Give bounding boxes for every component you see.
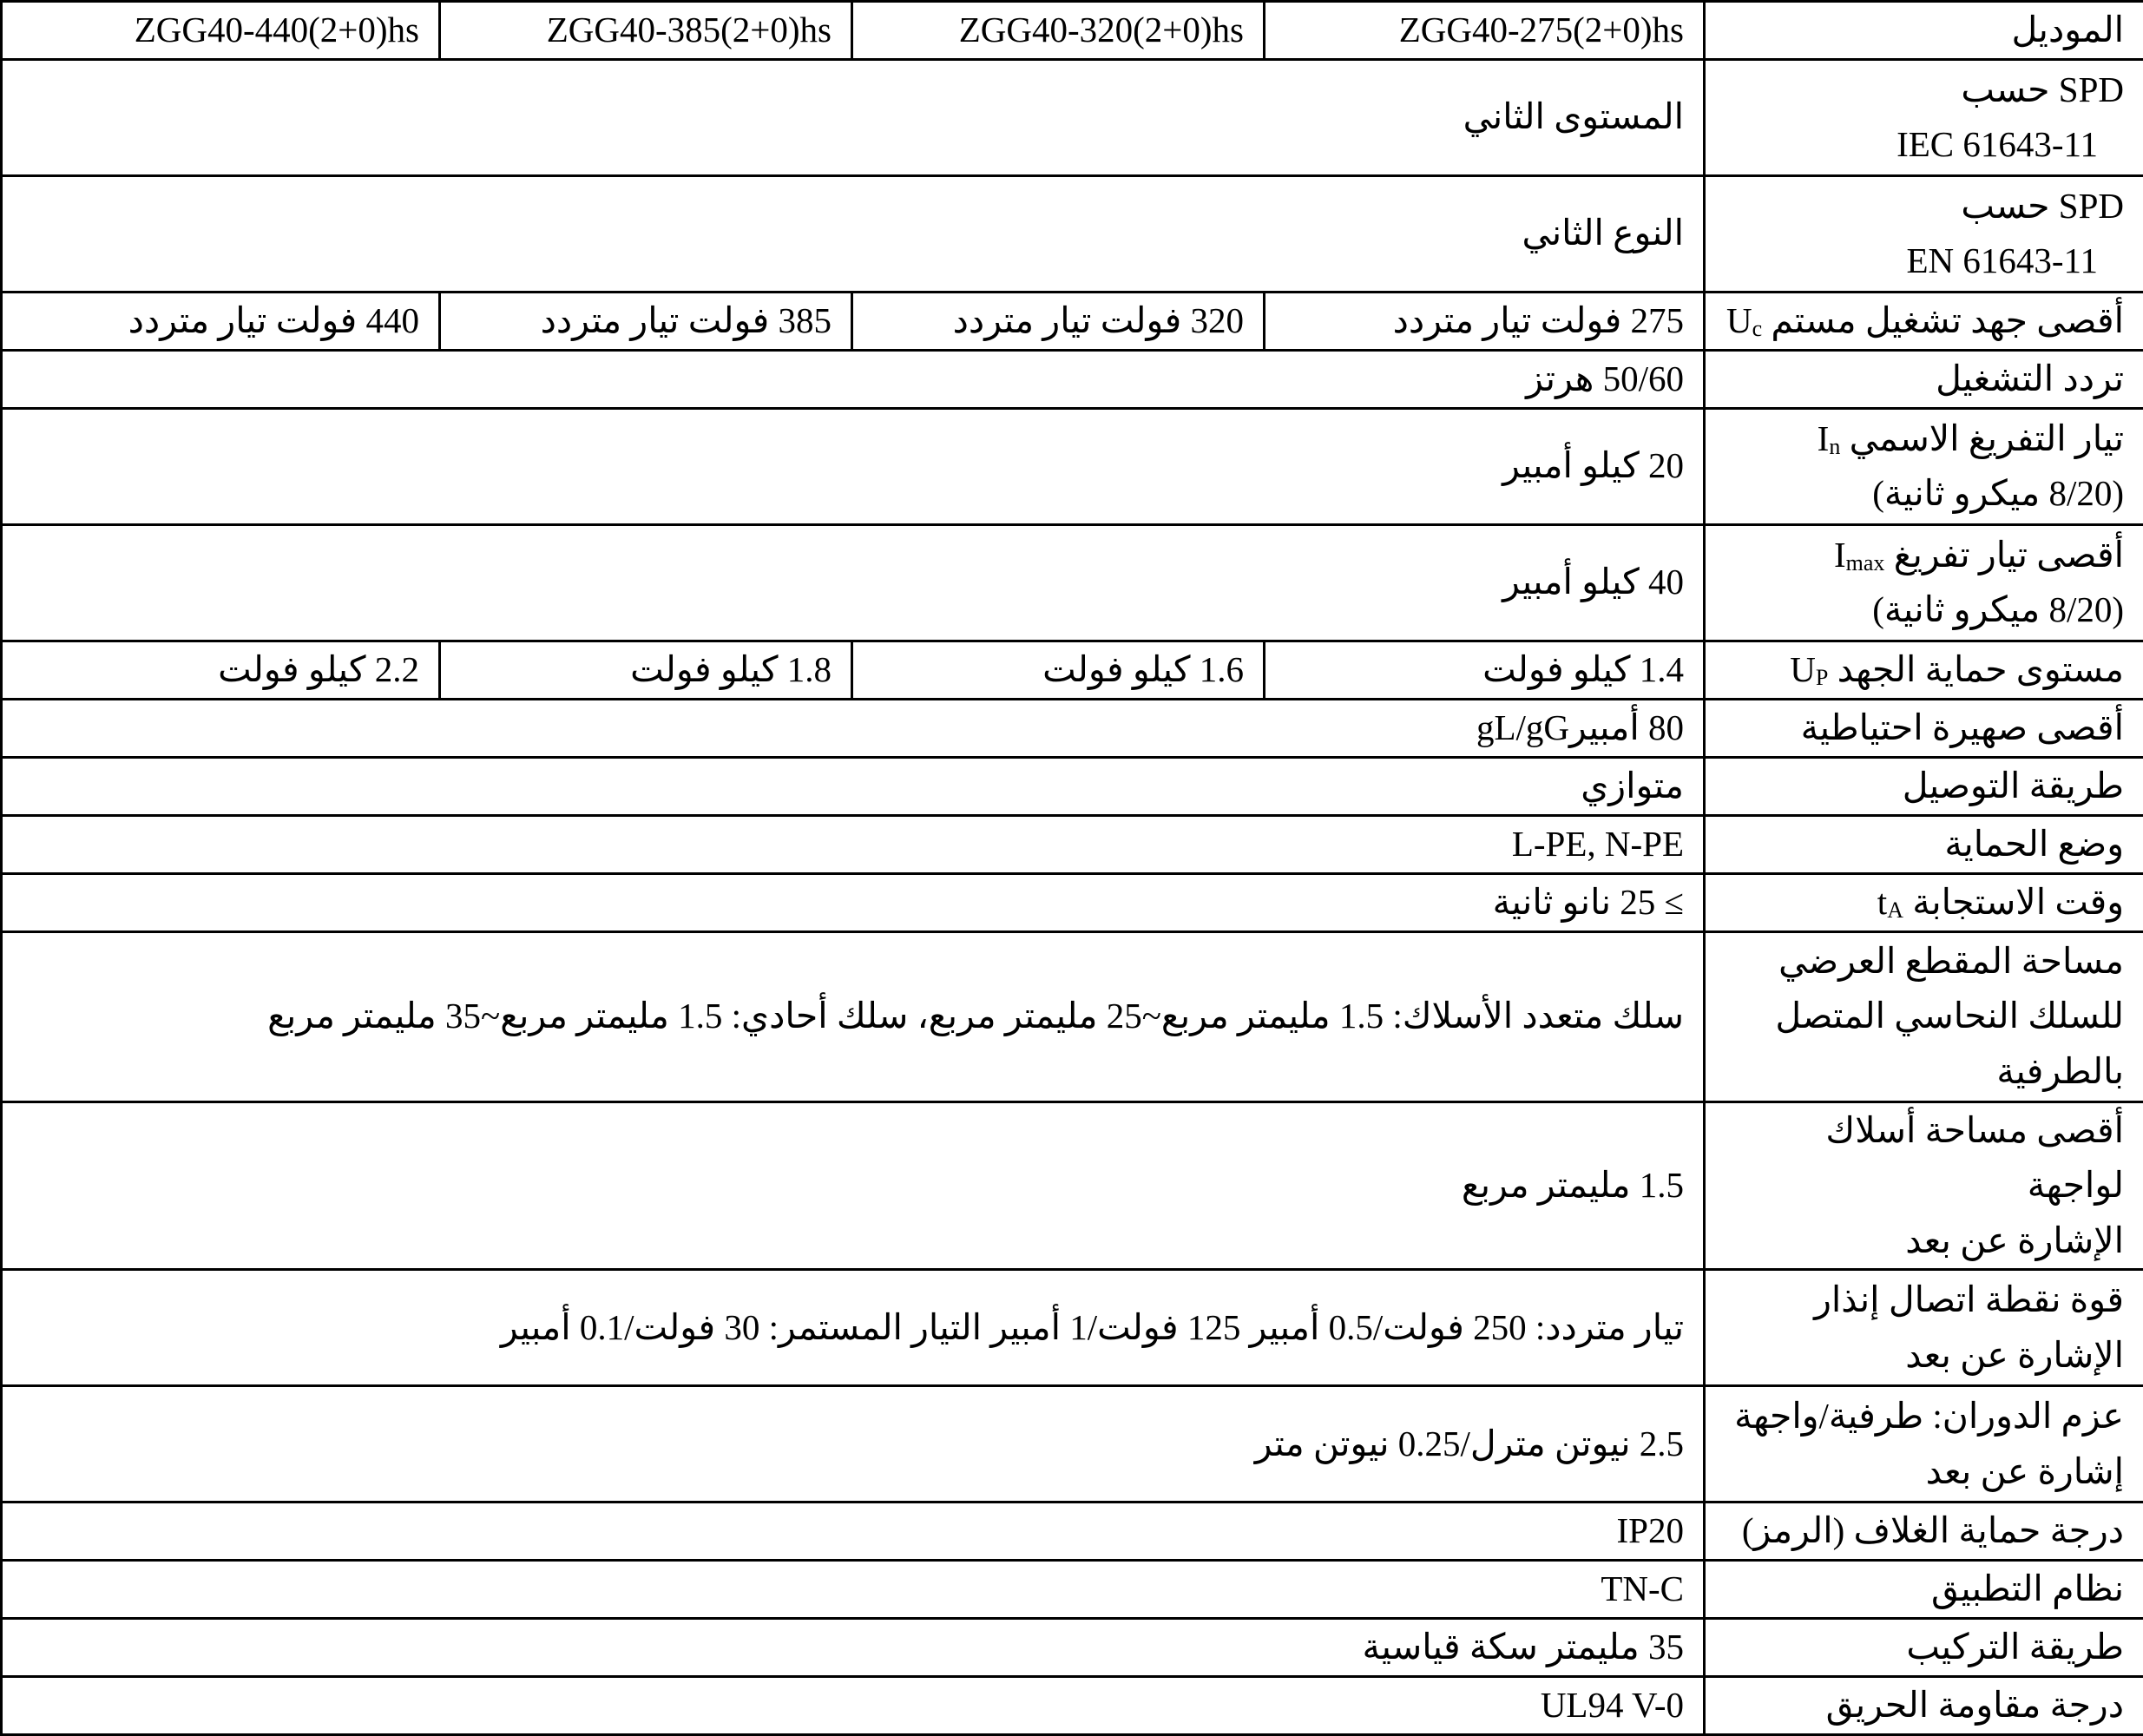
row-system <box>2 1561 2143 1619</box>
row-model <box>2 2 2143 60</box>
row-fuse <box>2 699 2143 757</box>
model-label: الموديل <box>1705 2 2143 60</box>
ip-value: IP20 <box>2 1503 1705 1561</box>
protection-mode-value: L-PE, N-PE <box>2 815 1705 873</box>
spd-iec-label-line2: IEC 61643-11 <box>1725 117 2124 173</box>
frequency-value: 50/60 هرتز <box>2 350 1705 408</box>
spd-en-label <box>1705 175 2143 292</box>
imax-label-line1 <box>1725 528 2124 583</box>
imax-label-line2: (8/20 ميكرو ثانية) <box>1725 582 2124 638</box>
remote-wire-label-line1: أقصى مساحة أسلاك لواجهة <box>1725 1103 2124 1213</box>
in-symbol-sub: n <box>1829 434 1840 459</box>
cross-section-label-line2: للسلك النحاسي المتصل <box>1725 989 2124 1044</box>
connection-label: طريقة التوصيل <box>1705 757 2143 815</box>
up-275-value: 1.4 كيلو فولت <box>1265 641 1705 699</box>
fire-value: UL94 V-0 <box>2 1677 1705 1735</box>
row-spd-en <box>2 175 2143 292</box>
in-label-line1 <box>1725 411 2124 467</box>
spd-iec-label <box>1705 59 2143 175</box>
up-label-text: مستوى حماية الجهد <box>1837 649 2124 689</box>
torque-value: 2.5 نيوتن مترل/0.25 نيوتن متر <box>2 1386 1705 1503</box>
connection-value: متوازي <box>2 757 1705 815</box>
spd-en-label-line2: EN 61643-11 <box>1725 233 2124 289</box>
row-spd-iec <box>2 59 2143 175</box>
imax-value: 40 كيلو أمبير <box>2 524 1705 641</box>
up-symbol <box>1790 649 1828 689</box>
uc-symbol-sub: c <box>1752 316 1763 341</box>
cross-section-label-line3: بالطرفية <box>1725 1044 2124 1100</box>
uc-label <box>1705 292 2143 350</box>
in-value: 20 كيلو أمبير <box>2 408 1705 524</box>
model-320-cell: ZGG40-320(2+0)hs <box>852 2 1265 60</box>
mounting-value: 35 مليمتر سكة قياسية <box>2 1619 1705 1677</box>
row-torque <box>2 1386 2143 1503</box>
fuse-value: 80 أمبيرgL/gG <box>2 699 1705 757</box>
torque-label-line2: إشارة عن بعد <box>1725 1444 2124 1500</box>
imax-label-text: أقصى تيار تفريغ <box>1894 535 2124 575</box>
model-275-cell: ZGG40-275(2+0)hs <box>1265 2 1705 60</box>
ip-label: درجة حماية الغلاف (الرمز) <box>1705 1503 2143 1561</box>
row-ip <box>2 1503 2143 1561</box>
torque-label <box>1705 1386 2143 1503</box>
response-label <box>1705 873 2143 931</box>
remote-wire-label <box>1705 1101 2143 1270</box>
spd-iec-value: المستوى الثاني <box>2 59 1705 175</box>
remote-wire-label-line2: الإشارة عن بعد <box>1725 1213 2124 1269</box>
row-in <box>2 408 2143 524</box>
cross-section-label <box>1705 931 2143 1101</box>
model-385-cell: ZGG40-385(2+0)hs <box>440 2 852 60</box>
row-remote-wire <box>2 1101 2143 1270</box>
mounting-label: طريقة التركيب <box>1705 1619 2143 1677</box>
system-value: TN-C <box>2 1561 1705 1619</box>
row-protection-mode <box>2 815 2143 873</box>
row-fire <box>2 1677 2143 1735</box>
row-remote-contact <box>2 1270 2143 1386</box>
uc-label-text: أقصى جهد تشغيل مستم <box>1771 300 2124 340</box>
in-label-line2: (8/20 ميكرو ثانية) <box>1725 466 2124 522</box>
up-320-value: 1.6 كيلو فولت <box>852 641 1265 699</box>
row-imax <box>2 524 2143 641</box>
frequency-label: تردد التشغيل <box>1705 350 2143 408</box>
imax-label <box>1705 524 2143 641</box>
up-symbol-letter: U <box>1790 649 1816 689</box>
protection-mode-label: وضع الحماية <box>1705 815 2143 873</box>
row-cross-section <box>2 931 2143 1101</box>
response-symbol <box>1877 882 1903 922</box>
uc-385-value: 385 فولت تيار متردد <box>440 292 852 350</box>
up-440-value: 2.2 كيلو فولت <box>2 641 440 699</box>
uc-320-value: 320 فولت تيار متردد <box>852 292 1265 350</box>
in-symbol <box>1818 418 1841 458</box>
imax-symbol-sub: max <box>1846 550 1885 575</box>
uc-symbol-letter: U <box>1726 300 1752 340</box>
in-label <box>1705 408 2143 524</box>
response-symbol-letter: t <box>1877 882 1887 922</box>
spd-iec-label-line1: SPD حسب <box>1725 62 2124 118</box>
imax-symbol <box>1834 535 1884 575</box>
up-symbol-sub: P <box>1816 665 1828 690</box>
row-connection <box>2 757 2143 815</box>
up-label <box>1705 641 2143 699</box>
row-mounting <box>2 1619 2143 1677</box>
fire-label: درجة مقاومة الحريق <box>1705 1677 2143 1735</box>
response-label-text: وقت الاستجابة <box>1912 882 2124 922</box>
imax-symbol-letter: I <box>1834 535 1846 575</box>
system-label: نظام التطبيق <box>1705 1561 2143 1619</box>
torque-label-line1: عزم الدوران: طرفية/واجهة <box>1725 1389 2124 1444</box>
in-label-text: تيار التفريغ الاسمي <box>1850 418 2124 458</box>
uc-275-value: 275 فولت تيار متردد <box>1265 292 1705 350</box>
cross-section-value: سلك متعدد الأسلاك: 1.5 مليمتر مربع~25 مليمتر مربع، سلك أحادي: 1.5 مليمتر مربع~35 مليمتر مربع <box>2 931 1705 1101</box>
row-frequency <box>2 350 2143 408</box>
row-uc <box>2 292 2143 350</box>
fuse-label: أقصى صهيرة احتياطية <box>1705 699 2143 757</box>
uc-440-value: 440 فولت تيار متردد <box>2 292 440 350</box>
up-385-value: 1.8 كيلو فولت <box>440 641 852 699</box>
remote-contact-value: تيار متردد: 250 فولت/0.5 أمبير 125 فولت/1 أمبير التيار المستمر: 30 فولت/0.1 أمبير <box>2 1270 1705 1386</box>
remote-contact-label-line2: الإشارة عن بعد <box>1725 1328 2124 1384</box>
row-up <box>2 641 2143 699</box>
row-response <box>2 873 2143 931</box>
uc-symbol <box>1726 300 1762 340</box>
cross-section-label-line1: مساحة المقطع العرضي <box>1725 934 2124 990</box>
spd-en-value: النوع الثاني <box>2 175 1705 292</box>
in-symbol-letter: I <box>1818 418 1830 458</box>
remote-contact-label-line1: قوة نقطة اتصال إنذار <box>1725 1272 2124 1328</box>
remote-wire-value: 1.5 مليمتر مربع <box>2 1101 1705 1270</box>
spd-en-label-line1: SPD حسب <box>1725 179 2124 234</box>
remote-contact-label <box>1705 1270 2143 1386</box>
response-value: ≥ 25 نانو ثانية <box>2 873 1705 931</box>
model-440-cell: ZGG40-440(2+0)hs <box>2 2 440 60</box>
response-symbol-sub: A <box>1887 898 1903 923</box>
